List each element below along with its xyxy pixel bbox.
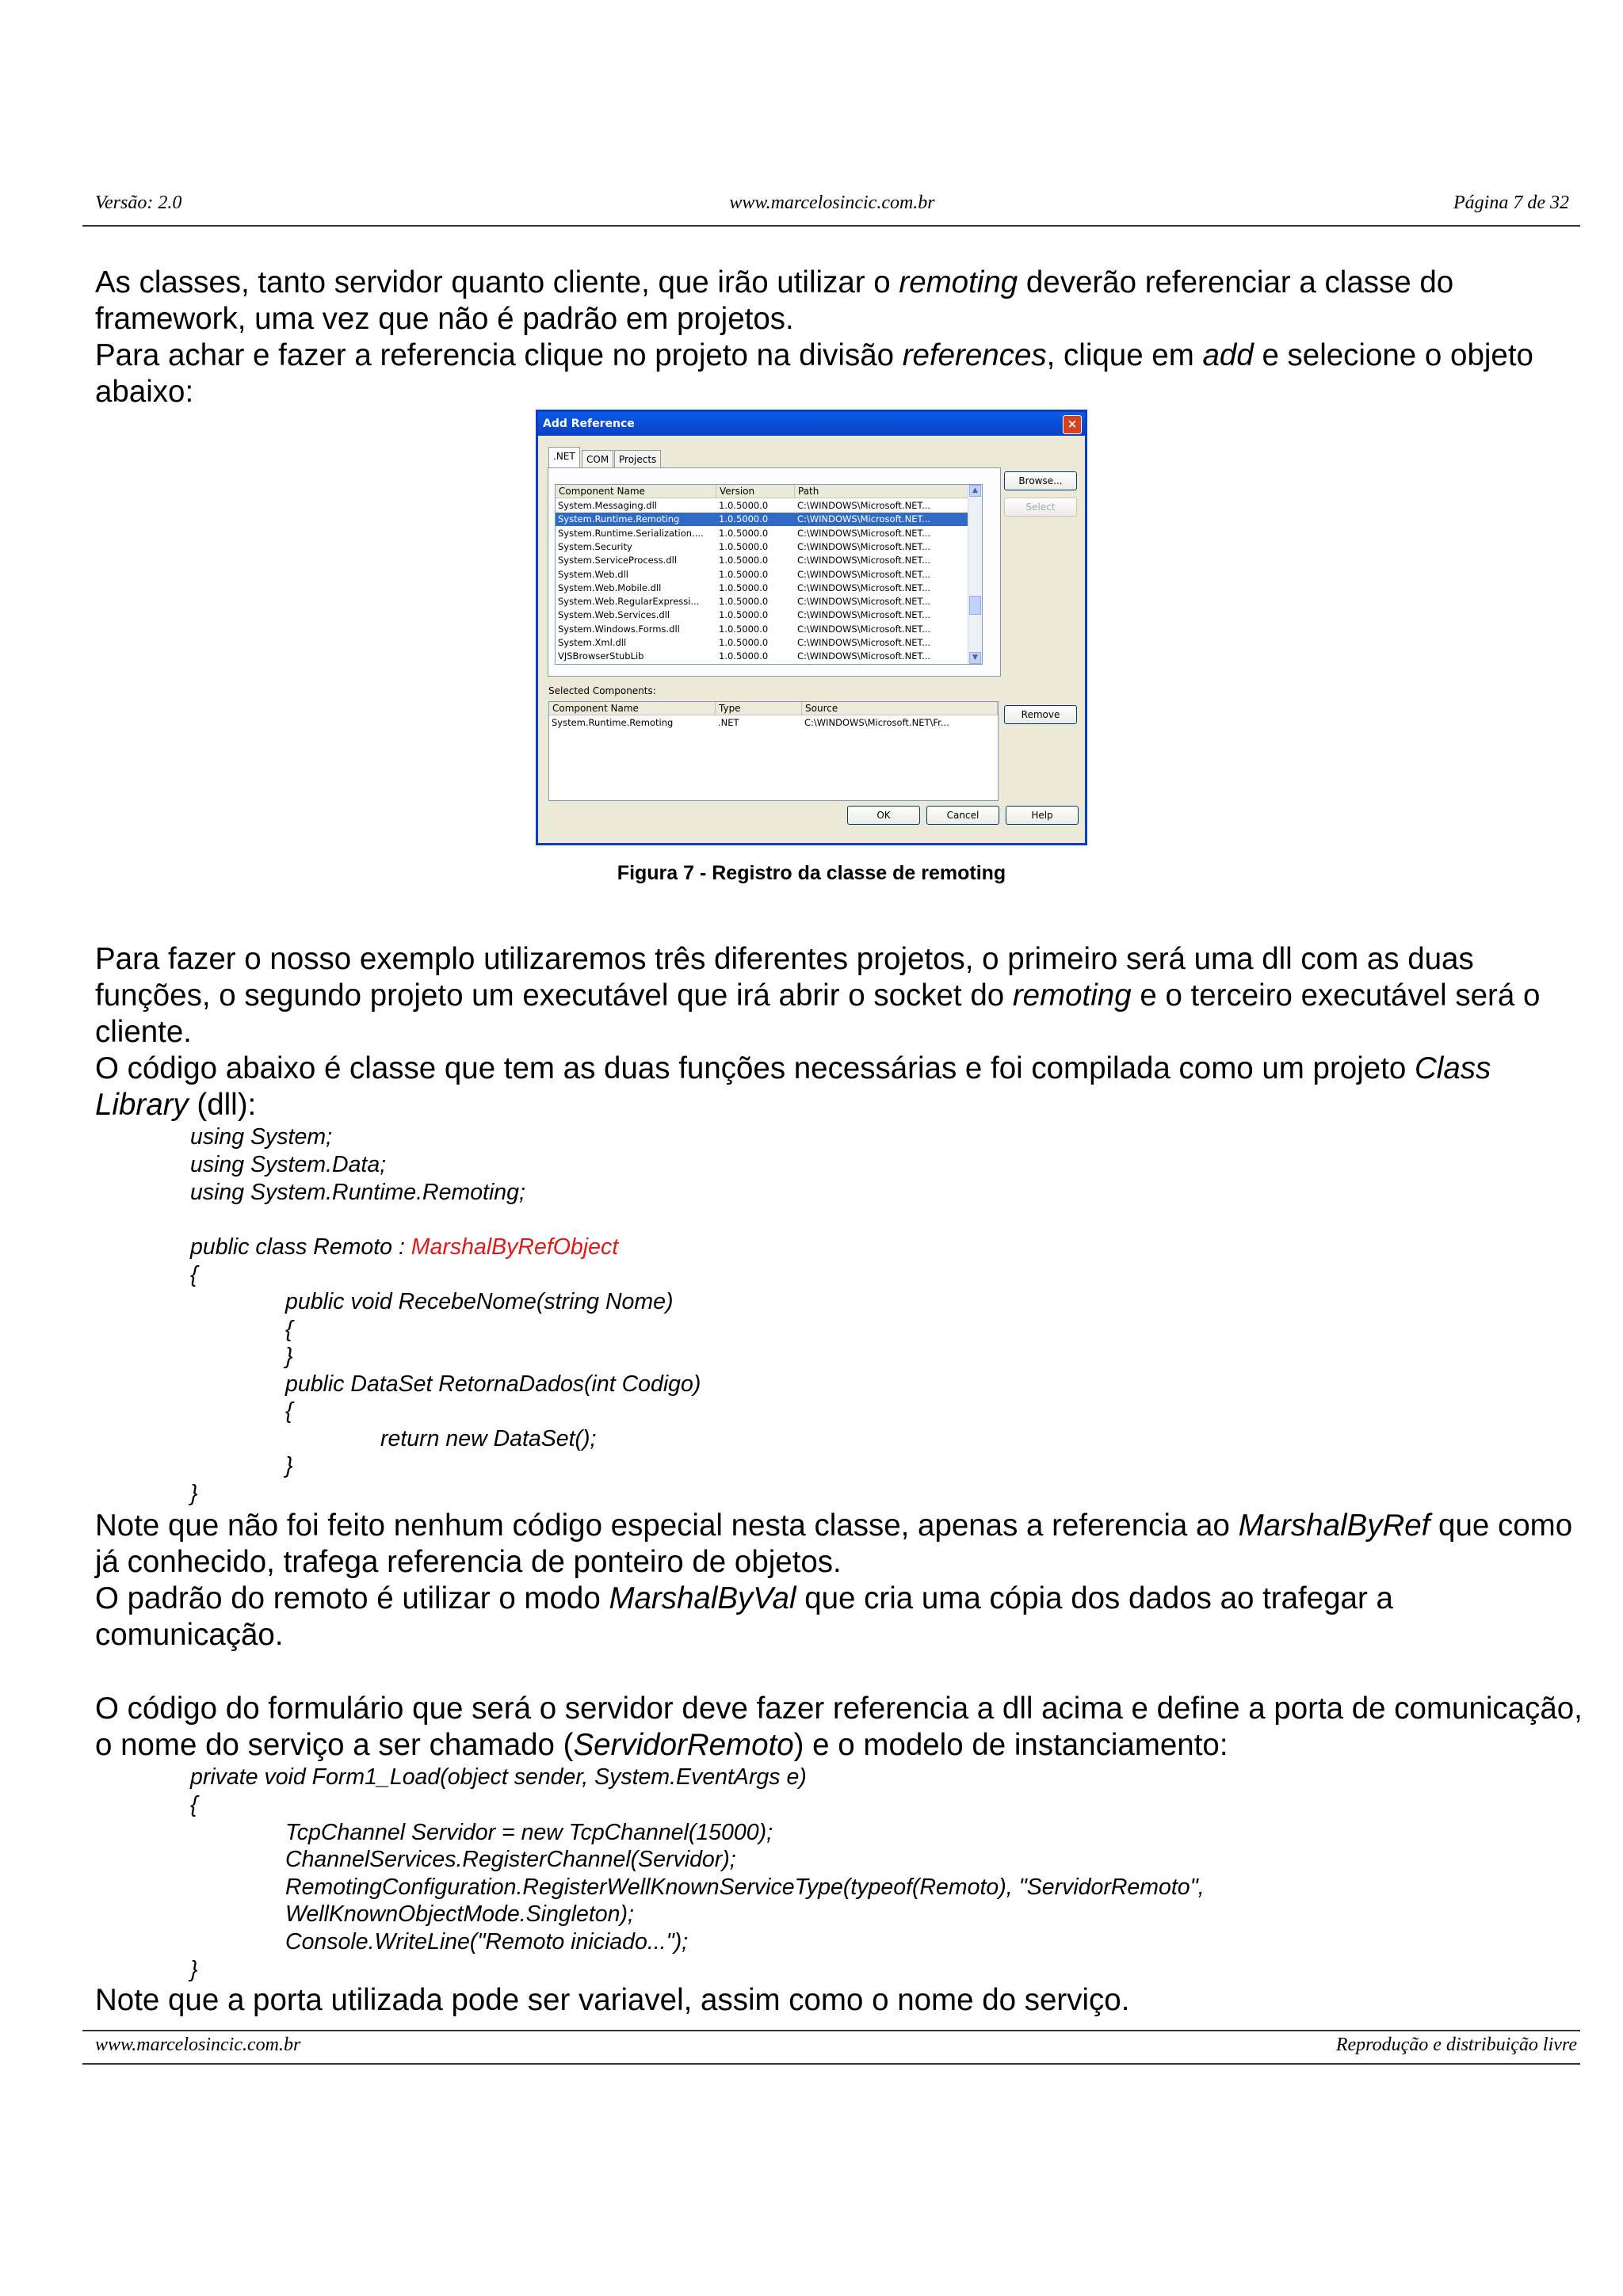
code-line: RemotingConfiguration.RegisterWellKnownServiceType(typeof(Remoto), "ServidorRemoto", <box>285 1875 1205 1900</box>
component-row[interactable] <box>556 499 968 513</box>
close-icon[interactable]: × <box>1063 415 1082 434</box>
text: public class Remoto : <box>190 1234 411 1260</box>
footer-site: www.marcelosincic.com.br <box>95 2035 301 2055</box>
sel-col-source[interactable]: Source <box>802 702 998 715</box>
text: e o terceiro executável será o cliente. <box>95 978 1541 1049</box>
paragraph-code-intro <box>95 1051 1585 1123</box>
component-cell: C:\WINDOWS\Microsoft.NET... <box>797 582 931 593</box>
list-scrollbar[interactable] <box>968 485 982 664</box>
text: Note que a porta utilizada pode ser variavel, assim como o nome do serviço. <box>95 1983 1130 2017</box>
code-line: } <box>285 1344 293 1369</box>
text: Para achar e fazer a referencia clique no projeto na divisão <box>95 338 903 372</box>
sel-col-type[interactable]: Type <box>716 702 802 715</box>
browse-button[interactable]: Browse... <box>1004 471 1077 490</box>
component-row[interactable] <box>556 608 968 622</box>
component-cell: System.Web.dll <box>558 568 628 580</box>
col-component-name[interactable]: Component Name <box>556 485 716 498</box>
component-list[interactable] <box>555 484 983 665</box>
paragraph-port-note <box>95 1982 1585 2019</box>
text: Para fazer o nosso exemplo utilizaremos três diferentes projetos, o primeiro será uma dll com as duas funções, o segundo projeto um executável que irá abrir o socket do <box>95 942 1474 1013</box>
ok-button[interactable]: OK <box>847 806 920 825</box>
component-cell: System.Runtime.Remoting <box>558 513 680 525</box>
emphasis: MarshalByVal <box>609 1581 796 1615</box>
selected-component-cell: .NET <box>718 717 739 728</box>
text: As classes, tanto servidor quanto cliente, que irão utilizar o <box>95 265 899 299</box>
footer-rule-bottom <box>82 2063 1580 2065</box>
text: O padrão do remoto é utilizar o modo <box>95 1581 609 1615</box>
component-row[interactable] <box>556 540 968 554</box>
component-cell: System.Web.Services.dll <box>558 609 670 621</box>
col-path[interactable]: Path <box>795 485 968 498</box>
emphasis: remoting <box>1012 978 1132 1013</box>
component-cell: System.ServiceProcess.dll <box>558 555 678 566</box>
text: (dll): <box>188 1088 257 1122</box>
sel-col-component-name[interactable]: Component Name <box>549 702 716 715</box>
component-cell: System.Security <box>558 540 632 552</box>
component-cell: 1.0.5000.0 <box>719 596 769 608</box>
component-cell: 1.0.5000.0 <box>719 582 769 593</box>
component-cell: System.Messaging.dll <box>558 500 657 511</box>
emphasis: ServidorRemoto <box>573 1728 794 1762</box>
component-cell: 1.0.5000.0 <box>719 637 769 648</box>
scroll-down-icon[interactable]: ▼ <box>969 652 981 664</box>
page-number: Página 7 de 32 <box>1453 193 1569 213</box>
component-row[interactable] <box>556 582 968 595</box>
emphasis: references <box>902 338 1047 372</box>
code-line: { <box>285 1398 293 1424</box>
component-row[interactable] <box>556 568 968 582</box>
component-row[interactable] <box>556 623 968 636</box>
base-class-name: MarshalByRefObject <box>411 1234 619 1260</box>
component-cell: C:\WINDOWS\Microsoft.NET... <box>797 527 931 539</box>
page-header <box>95 193 1569 221</box>
emphasis: remoting <box>899 265 1018 299</box>
component-cell: 1.0.5000.0 <box>719 555 769 566</box>
component-cell: 1.0.5000.0 <box>719 623 769 635</box>
emphasis: add <box>1202 338 1254 372</box>
selected-components-label: Selected Components: <box>548 685 656 696</box>
footer-license: Reprodução e distribuição livre <box>1335 2035 1577 2055</box>
text: ) e o modelo de instanciamento: <box>793 1728 1228 1762</box>
text: que cria uma cópia dos dados ao trafegar a comunicação. <box>95 1581 1393 1652</box>
version-label: Versão: 2.0 <box>95 193 182 213</box>
paragraph-note-marshal <box>95 1508 1585 1581</box>
component-cell: C:\WINDOWS\Microsoft.NET... <box>797 568 931 580</box>
component-row[interactable] <box>556 636 968 650</box>
site-url: www.marcelosincic.com.br <box>729 193 935 213</box>
code-line: public void RecebeNome(string Nome) <box>285 1289 674 1314</box>
selected-component-row[interactable] <box>549 716 998 730</box>
code-line: } <box>285 1453 293 1478</box>
code-line: public DataSet RetornaDados(int Codigo) <box>285 1371 701 1397</box>
component-cell: C:\WINDOWS\Microsoft.NET... <box>797 623 931 635</box>
text: , clique em <box>1046 338 1203 372</box>
intro-paragraph-1 <box>95 265 1585 338</box>
component-cell: 1.0.5000.0 <box>719 540 769 552</box>
component-cell: 1.0.5000.0 <box>719 650 769 662</box>
component-cell: 1.0.5000.0 <box>719 500 769 511</box>
component-row[interactable] <box>556 554 968 567</box>
paragraph-server-form <box>95 1691 1585 1764</box>
component-cell: System.Windows.Forms.dll <box>558 623 680 635</box>
cancel-button[interactable]: Cancel <box>926 806 999 825</box>
code-line: WellKnownObjectMode.Singleton); <box>285 1901 634 1927</box>
code-line: using System.Data; <box>190 1152 387 1177</box>
select-button[interactable]: Select <box>1004 498 1077 517</box>
text: Note que não foi feito nenhum código especial nesta classe, apenas a referencia ao <box>95 1508 1239 1543</box>
code-line: { <box>190 1262 198 1287</box>
text: e selecione o objeto abaixo: <box>95 338 1533 409</box>
figure-caption: Figura 7 - Registro da classe de remoting <box>617 862 1006 884</box>
remove-button[interactable]: Remove <box>1004 705 1077 724</box>
component-cell: System.Web.RegularExpressi... <box>558 596 700 608</box>
dialog-title: Add Reference <box>538 412 1085 436</box>
component-row[interactable] <box>556 650 968 663</box>
component-cell: System.Web.Mobile.dll <box>558 582 662 593</box>
component-cell: 1.0.5000.0 <box>719 513 769 525</box>
code-line <box>190 1234 618 1261</box>
help-button[interactable]: Help <box>1006 806 1079 825</box>
emphasis: Class Library <box>95 1051 1491 1122</box>
code-line: { <box>285 1317 293 1342</box>
tab-com[interactable]: COM <box>582 450 613 468</box>
selected-components-list[interactable] <box>548 701 999 801</box>
selected-component-cell: C:\WINDOWS\Microsoft.NET\Fr... <box>804 717 949 728</box>
code-line: using System.Runtime.Remoting; <box>190 1180 525 1205</box>
selected-component-cell: System.Runtime.Remoting <box>552 717 674 728</box>
component-cell: VJSBrowserStubLib <box>558 650 644 662</box>
code-line: Console.WriteLine("Remoto iniciado..."); <box>285 1929 689 1955</box>
scroll-thumb[interactable] <box>969 596 981 615</box>
component-cell: System.Runtime.Serialization.... <box>558 527 704 539</box>
header-rule <box>82 225 1580 227</box>
text: O código abaixo é classe que tem as duas funções necessárias e foi compilada como um projeto <box>95 1051 1415 1085</box>
component-cell: 1.0.5000.0 <box>719 527 769 539</box>
component-cell: 1.0.5000.0 <box>719 568 769 580</box>
paragraph-projects <box>95 941 1585 1051</box>
emphasis: MarshalByRef <box>1238 1508 1430 1543</box>
text: O código do formulário que será o servidor deve fazer referencia a dll acima e define a porta de comunicação, o nome do serviço a ser chamado ( <box>95 1691 1583 1762</box>
tab-net[interactable]: .NET <box>548 447 580 468</box>
footer-rule-top <box>82 2030 1580 2031</box>
code-line: } <box>190 1957 198 1982</box>
code-line: } <box>190 1481 198 1506</box>
code-line: TcpChannel Servidor = new TcpChannel(15000); <box>285 1820 773 1845</box>
component-cell: C:\WINDOWS\Microsoft.NET... <box>797 513 931 525</box>
component-cell: C:\WINDOWS\Microsoft.NET... <box>797 609 931 621</box>
code-line: ChannelServices.RegisterChannel(Servidor); <box>285 1847 736 1872</box>
component-cell: C:\WINDOWS\Microsoft.NET... <box>797 555 931 566</box>
code-line: private void Form1_Load(object sender, System.EventArgs e) <box>190 1764 807 1790</box>
component-row[interactable] <box>556 595 968 608</box>
text: que como já conhecido, trafega referencia de ponteiro de objetos. <box>95 1508 1573 1579</box>
paragraph-marshal-by-val <box>95 1581 1585 1653</box>
code-line: return new DataSet(); <box>380 1426 597 1451</box>
component-cell: C:\WINDOWS\Microsoft.NET... <box>797 540 931 552</box>
page-footer <box>95 2035 1577 2056</box>
code-line: { <box>190 1792 198 1817</box>
code-line: using System; <box>190 1124 332 1150</box>
component-cell: System.Xml.dll <box>558 637 627 648</box>
col-version[interactable]: Version <box>716 485 795 498</box>
component-row[interactable] <box>556 527 968 540</box>
component-cell: C:\WINDOWS\Microsoft.NET... <box>797 637 931 648</box>
component-row[interactable] <box>556 513 968 526</box>
add-reference-dialog <box>536 410 1087 845</box>
component-cell: C:\WINDOWS\Microsoft.NET... <box>797 650 931 662</box>
component-cell: C:\WINDOWS\Microsoft.NET... <box>797 500 931 511</box>
text: deverão referenciar a classe do framework, uma vez que não é padrão em projetos. <box>95 265 1454 336</box>
component-cell: C:\WINDOWS\Microsoft.NET... <box>797 596 931 608</box>
component-cell: 1.0.5000.0 <box>719 609 769 621</box>
scroll-up-icon[interactable]: ▲ <box>969 485 981 497</box>
intro-paragraph-2 <box>95 338 1585 410</box>
net-tab-panel <box>548 467 1001 677</box>
tab-projects[interactable]: Projects <box>614 450 661 468</box>
